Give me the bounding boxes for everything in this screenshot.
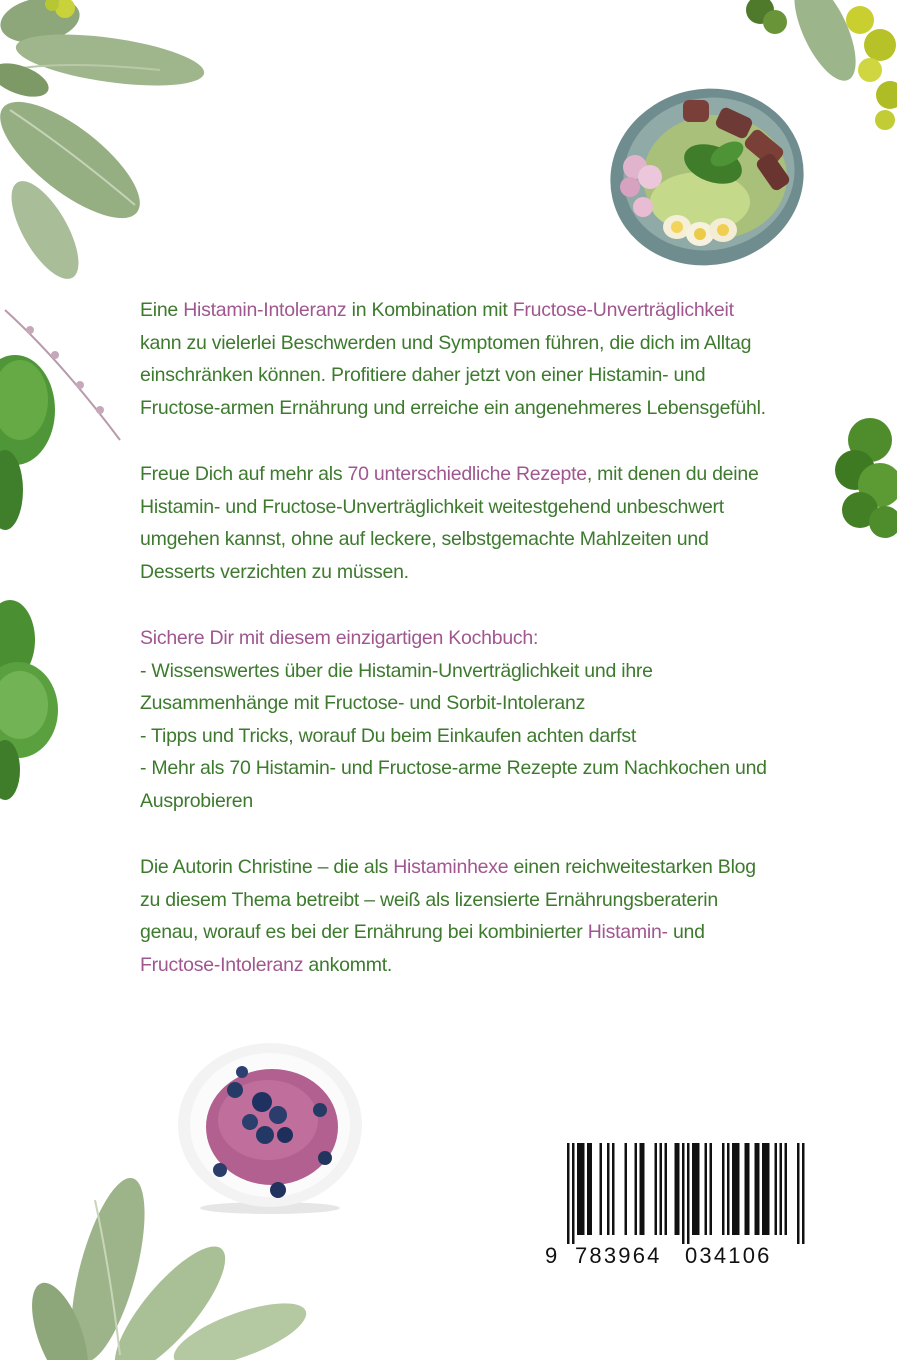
author-paragraph [140,851,780,981]
barcode-bar [775,1143,778,1235]
highlight-histamin-intoleranz: Histamin-Intoleranz [183,299,347,321]
barcode-bar [737,1143,740,1235]
highlight-fructose-intoleranz: Fructose-Intoleranz [140,953,304,976]
benefits-list [140,622,780,817]
barcode-bar [635,1143,638,1235]
recipes-line-3: umgehen kannst, ohne auf leckere, selbstgemachte Mahlzeiten und [140,528,709,550]
benefits-heading: Sichere Dir mit diesem einzigartigen Kochbuch: [140,627,539,649]
intro-text-2: in Kombination mit [346,299,513,321]
barcode-bar [590,1143,593,1235]
barcode-bar [797,1143,800,1244]
highlight-70-rezepte: 70 unterschiedliche Rezepte [347,463,587,485]
intro-line-3: einschränken können. Profitiere daher jetzt von einer Histamin- und [140,364,706,386]
barcode-bar [767,1143,770,1235]
isbn-number [537,1243,809,1273]
barcode-bar [745,1143,748,1235]
barcode-bar [665,1143,668,1235]
barcode-bar [612,1143,615,1235]
sage-leaves-top-left-image [0,0,220,300]
barcode-bar [695,1143,698,1235]
barcode-bar [677,1143,680,1235]
barcode-bar [780,1143,783,1235]
barcode-bar [722,1143,725,1235]
recipes-text-2: , mit denen du deine [586,463,759,485]
barcode-bar [577,1143,580,1235]
barcode-bar [572,1143,575,1244]
barcode-bar [802,1143,805,1244]
author-line-3 [140,916,780,949]
author-text-2: einen reichweitestarken Blog [508,856,756,878]
benefit-item-3-line-1: - Mehr als 70 Histamin- und Fructose-arme Rezepte zum Nachkochen und [140,757,767,779]
barcode-bar [785,1143,788,1235]
barcode-bar [710,1143,713,1235]
barcode-bar [705,1143,708,1235]
barcode-bar [660,1143,663,1235]
benefit-item-1-line-2: Zusammenhänge mit Fructose- und Sorbit-Intoleranz [140,692,586,714]
barcode-bar [697,1143,700,1235]
mint-leaves-left-image [0,300,130,810]
recipes-line-2: Histamin- und Fructose-Unverträglichkeit weitestgehend unbeschwert [140,495,724,518]
barcode-bar [567,1143,570,1244]
barcode-bar [580,1143,583,1235]
isbn-lead-digit: 9 [545,1243,558,1268]
barcode-bar [762,1143,765,1235]
intro-paragraph [140,294,780,424]
isbn-left-group: 783964 [575,1243,662,1268]
isbn-barcode [537,1129,809,1279]
author-line-2: zu diesem Thema betreibt – weiß als lizensierte Ernährungsberaterin [140,888,718,911]
recipes-line-4: Desserts verzichten zu müssen. [140,560,409,583]
barcode-bar [582,1143,585,1235]
author-text-3: genau, worauf es bei der Ernährung bei kombinierter [140,921,588,943]
barcode-bar [765,1143,768,1235]
barcode-bar [600,1143,603,1235]
recipes-line-1 [140,458,780,491]
barcode-bar [640,1143,643,1235]
barcode-bar [692,1143,695,1235]
salad-bowl-image [605,82,810,272]
author-text-5: ankommt. [303,953,393,976]
barcode-bar [675,1143,678,1235]
author-text-4: und [667,921,705,943]
barcode-bar [757,1143,760,1235]
barcode-bar [687,1143,690,1244]
recipes-text-1: Freue Dich auf mehr als [140,463,348,485]
author-line-1 [140,851,780,884]
benefit-item-1-line-1: - Wissenswertes über die Histamin-Unverträglichkeit und ihre [140,659,653,682]
barcode-bar [625,1143,628,1235]
author-line-4 [140,949,780,982]
intro-line-2: kann zu vielerlei Beschwerden und Symptomen führen, die dich im Alltag [140,331,752,354]
intro-line-4: Fructose-armen Ernährung und erreiche ein angenehmeres Lebensgefühl. [140,396,766,419]
highlight-fructose-unvertraeglichkeit: Fructose-Unverträglichkeit [512,299,734,321]
barcode-bar [755,1143,758,1235]
highlight-histamin: Histamin- [587,921,668,943]
barcode-bar [747,1143,750,1235]
author-text-1: Die Autorin Christine – die als [140,856,394,878]
isbn-right-group: 034106 [685,1243,772,1268]
intro-text-1: Eine [140,299,184,321]
intro-line-1 [140,294,780,327]
barcode-bars [537,1129,809,1244]
highlight-histaminhexe: Histaminhexe [393,856,509,878]
barcode-bar [607,1143,610,1235]
recipes-paragraph [140,458,780,588]
barcode-bar [587,1143,590,1235]
benefit-item-2: - Tipps und Tricks, worauf Du beim Einkaufen achten darfst [140,724,636,747]
barcode-bar [682,1143,685,1244]
benefit-item-3-line-2: Ausprobieren [140,789,253,812]
barcode-bar [642,1143,645,1235]
barcode-bar [727,1143,730,1235]
sage-leaves-bottom-left-image [0,1160,320,1360]
barcode-bar [735,1143,738,1235]
barcode-bar [655,1143,658,1235]
parsley-right-image [820,410,897,545]
barcode-bar [732,1143,735,1235]
